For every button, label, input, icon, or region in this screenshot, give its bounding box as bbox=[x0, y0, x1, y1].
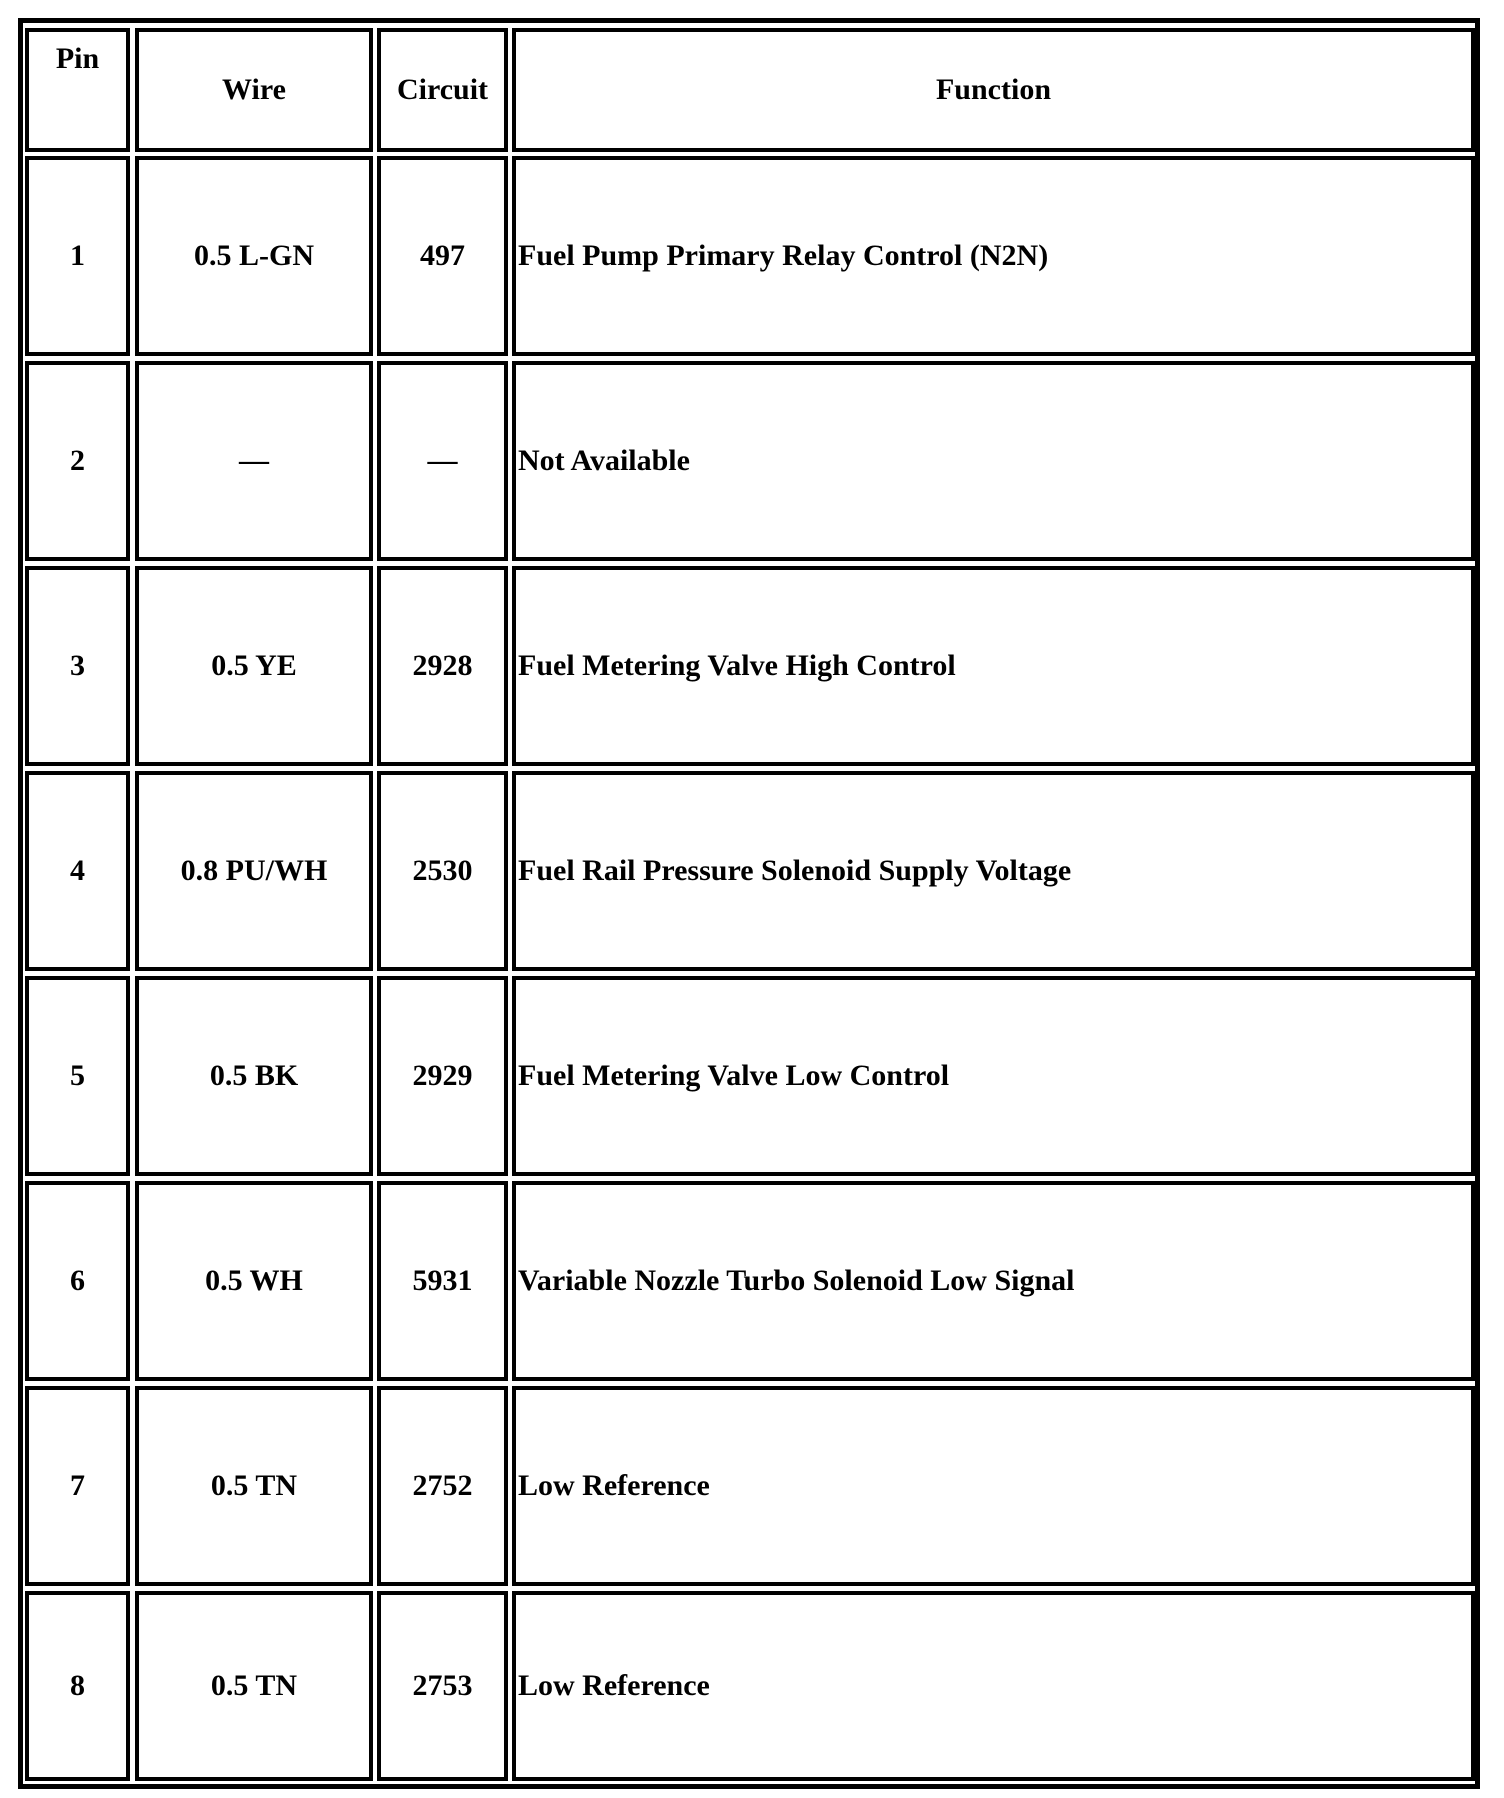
pin-cell: 3 bbox=[25, 566, 130, 766]
circuit-cell: — bbox=[377, 361, 508, 561]
wire-cell: 0.5 YE bbox=[135, 566, 373, 766]
header-wire: Wire bbox=[135, 28, 373, 152]
circuit-cell: 2753 bbox=[377, 1591, 508, 1781]
function-cell: Low Reference bbox=[512, 1591, 1475, 1781]
circuit-cell: 2928 bbox=[377, 566, 508, 766]
function-cell: Variable Nozzle Turbo Solenoid Low Signal bbox=[512, 1181, 1475, 1381]
pin-cell: 7 bbox=[25, 1386, 130, 1586]
header-circuit: Circuit bbox=[377, 28, 508, 152]
wire-cell: 0.8 PU/WH bbox=[135, 771, 373, 971]
function-cell: Fuel Pump Primary Relay Control (N2N) bbox=[512, 156, 1475, 356]
function-cell: Fuel Rail Pressure Solenoid Supply Voltage bbox=[512, 771, 1475, 971]
pin-cell: 4 bbox=[25, 771, 130, 971]
wire-cell: 0.5 WH bbox=[135, 1181, 373, 1381]
header-pin: Pin bbox=[25, 28, 130, 152]
pin-cell: 5 bbox=[25, 976, 130, 1176]
circuit-cell: 2929 bbox=[377, 976, 508, 1176]
wire-cell: 0.5 TN bbox=[135, 1386, 373, 1586]
wire-cell: — bbox=[135, 361, 373, 561]
header-function: Function bbox=[512, 28, 1475, 152]
circuit-cell: 497 bbox=[377, 156, 508, 356]
function-cell: Fuel Metering Valve High Control bbox=[512, 566, 1475, 766]
function-cell: Low Reference bbox=[512, 1386, 1475, 1586]
function-cell: Fuel Metering Valve Low Control bbox=[512, 976, 1475, 1176]
function-cell: Not Available bbox=[512, 361, 1475, 561]
pin-cell: 2 bbox=[25, 361, 130, 561]
pin-cell: 1 bbox=[25, 156, 130, 356]
wire-cell: 0.5 TN bbox=[135, 1591, 373, 1781]
circuit-cell: 2530 bbox=[377, 771, 508, 971]
pin-cell: 8 bbox=[25, 1591, 130, 1781]
wire-cell: 0.5 BK bbox=[135, 976, 373, 1176]
pin-cell: 6 bbox=[25, 1181, 130, 1381]
circuit-cell: 5931 bbox=[377, 1181, 508, 1381]
circuit-cell: 2752 bbox=[377, 1386, 508, 1586]
wire-cell: 0.5 L-GN bbox=[135, 156, 373, 356]
